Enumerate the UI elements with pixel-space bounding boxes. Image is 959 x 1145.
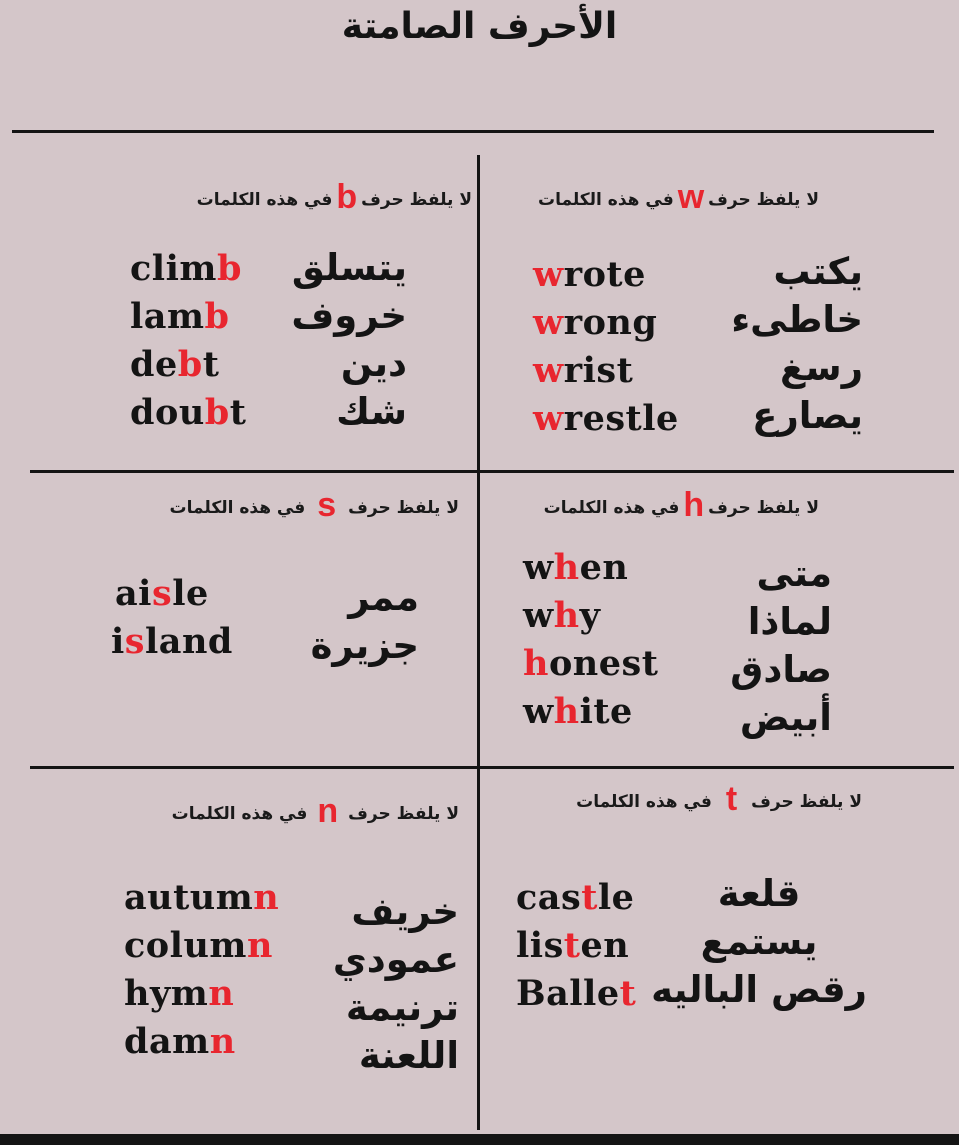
arabic-word: يستمع bbox=[700, 920, 818, 963]
header-prefix: لا يلفظ حرف bbox=[348, 498, 459, 518]
arabic-word: قلعة bbox=[717, 872, 801, 915]
section-w-arabic-list bbox=[731, 248, 863, 440]
section-w-english-list bbox=[533, 251, 679, 443]
arabic-word: اللعنة bbox=[358, 1034, 459, 1077]
word-wrong: wrong bbox=[533, 302, 658, 343]
section-n-english-list bbox=[124, 874, 279, 1066]
arabic-word: صادق bbox=[730, 648, 832, 691]
section-s-arabic-list bbox=[311, 574, 419, 670]
header-prefix: لا يلفظ حرف bbox=[348, 804, 459, 824]
arabic-word: شك bbox=[336, 390, 407, 433]
word-doubt: doubt bbox=[130, 392, 247, 433]
section-w-header bbox=[538, 178, 819, 217]
section-h-header bbox=[544, 486, 819, 525]
section-n-header bbox=[172, 792, 459, 831]
arabic-word: دين bbox=[340, 342, 407, 385]
section-b-arabic-list bbox=[291, 244, 407, 436]
word-castle: castle bbox=[516, 877, 635, 918]
word-hymn: hymn bbox=[124, 973, 235, 1014]
section-h-arabic-list bbox=[730, 550, 832, 742]
header-suffix: في هذه الكلمات bbox=[169, 498, 306, 518]
word-wrestle: wrestle bbox=[533, 398, 679, 439]
word-column: column bbox=[124, 925, 273, 966]
word-damn: damn bbox=[124, 1021, 236, 1062]
bottom-bar bbox=[0, 1134, 959, 1145]
arabic-word: جزيرة bbox=[310, 624, 419, 667]
word-wrote: wrote bbox=[533, 254, 646, 295]
row-divider-2 bbox=[30, 766, 954, 769]
header-suffix: في هذه الكلمات bbox=[543, 498, 680, 518]
arabic-word: يكتب bbox=[773, 250, 863, 293]
word-aisle: aisle bbox=[115, 573, 209, 614]
word-listen: listen bbox=[516, 925, 630, 966]
section-t-english-list bbox=[516, 874, 636, 1018]
word-when: when bbox=[523, 547, 629, 588]
section-b-english-list bbox=[130, 245, 246, 437]
section-t-header bbox=[576, 780, 862, 819]
arabic-word: يصارع bbox=[752, 394, 863, 437]
page-title: الأحرف الصامتة bbox=[341, 6, 618, 47]
arabic-word: ممر bbox=[348, 576, 419, 619]
header-suffix: في هذه الكلمات bbox=[537, 190, 674, 210]
header-prefix: لا يلفظ حرف bbox=[708, 498, 819, 518]
arabic-word: خروف bbox=[291, 294, 407, 337]
section-t-arabic-list bbox=[651, 870, 867, 1014]
arabic-word: خاطىء bbox=[731, 298, 863, 341]
arabic-word: أبيض bbox=[739, 696, 832, 739]
silent-letter: b bbox=[336, 178, 358, 216]
arabic-word: رقص الباليه bbox=[651, 968, 867, 1011]
silent-letter: h bbox=[683, 486, 705, 524]
header-suffix: في هذه الكلمات bbox=[171, 804, 308, 824]
arabic-word: لماذا bbox=[747, 600, 832, 643]
arabic-word: يتسلق bbox=[291, 246, 407, 289]
silent-letter: s bbox=[317, 486, 337, 524]
row-divider-1 bbox=[30, 470, 954, 473]
section-s-english-list bbox=[111, 570, 233, 666]
header-suffix: في هذه الكلمات bbox=[576, 792, 712, 812]
arabic-word: عمودي bbox=[332, 938, 459, 981]
header-prefix: لا يلفظ حرف bbox=[708, 190, 819, 210]
word-why: why bbox=[523, 595, 601, 636]
word-climb: climb bbox=[130, 248, 242, 289]
top-rule bbox=[12, 130, 934, 133]
word-wrist: wrist bbox=[533, 350, 634, 391]
arabic-word: ترنيمة bbox=[345, 986, 459, 1029]
silent-letter: t bbox=[725, 780, 738, 818]
arabic-word: خريف bbox=[351, 890, 459, 933]
arabic-word: متى bbox=[756, 552, 832, 595]
word-debt: debt bbox=[130, 344, 220, 385]
section-n-arabic-list bbox=[333, 888, 459, 1080]
word-white: white bbox=[523, 691, 633, 732]
word-honest: honest bbox=[523, 643, 659, 684]
header-suffix: في هذه الكلمات bbox=[196, 190, 333, 210]
silent-letter: n bbox=[317, 792, 339, 830]
word-ballet: Ballet bbox=[516, 973, 637, 1014]
vertical-divider bbox=[477, 155, 480, 1130]
section-b-header bbox=[197, 178, 472, 217]
silent-letter: w bbox=[677, 178, 705, 216]
section-s-header bbox=[170, 486, 459, 525]
header-prefix: لا يلفظ حرف bbox=[751, 792, 862, 812]
header-prefix: لا يلفظ حرف bbox=[361, 190, 472, 210]
word-lamb: lamb bbox=[130, 296, 230, 337]
word-autumn: autumn bbox=[124, 877, 280, 918]
word-island: island bbox=[111, 621, 233, 662]
section-h-english-list bbox=[523, 544, 658, 736]
arabic-word: رسغ bbox=[780, 346, 863, 389]
